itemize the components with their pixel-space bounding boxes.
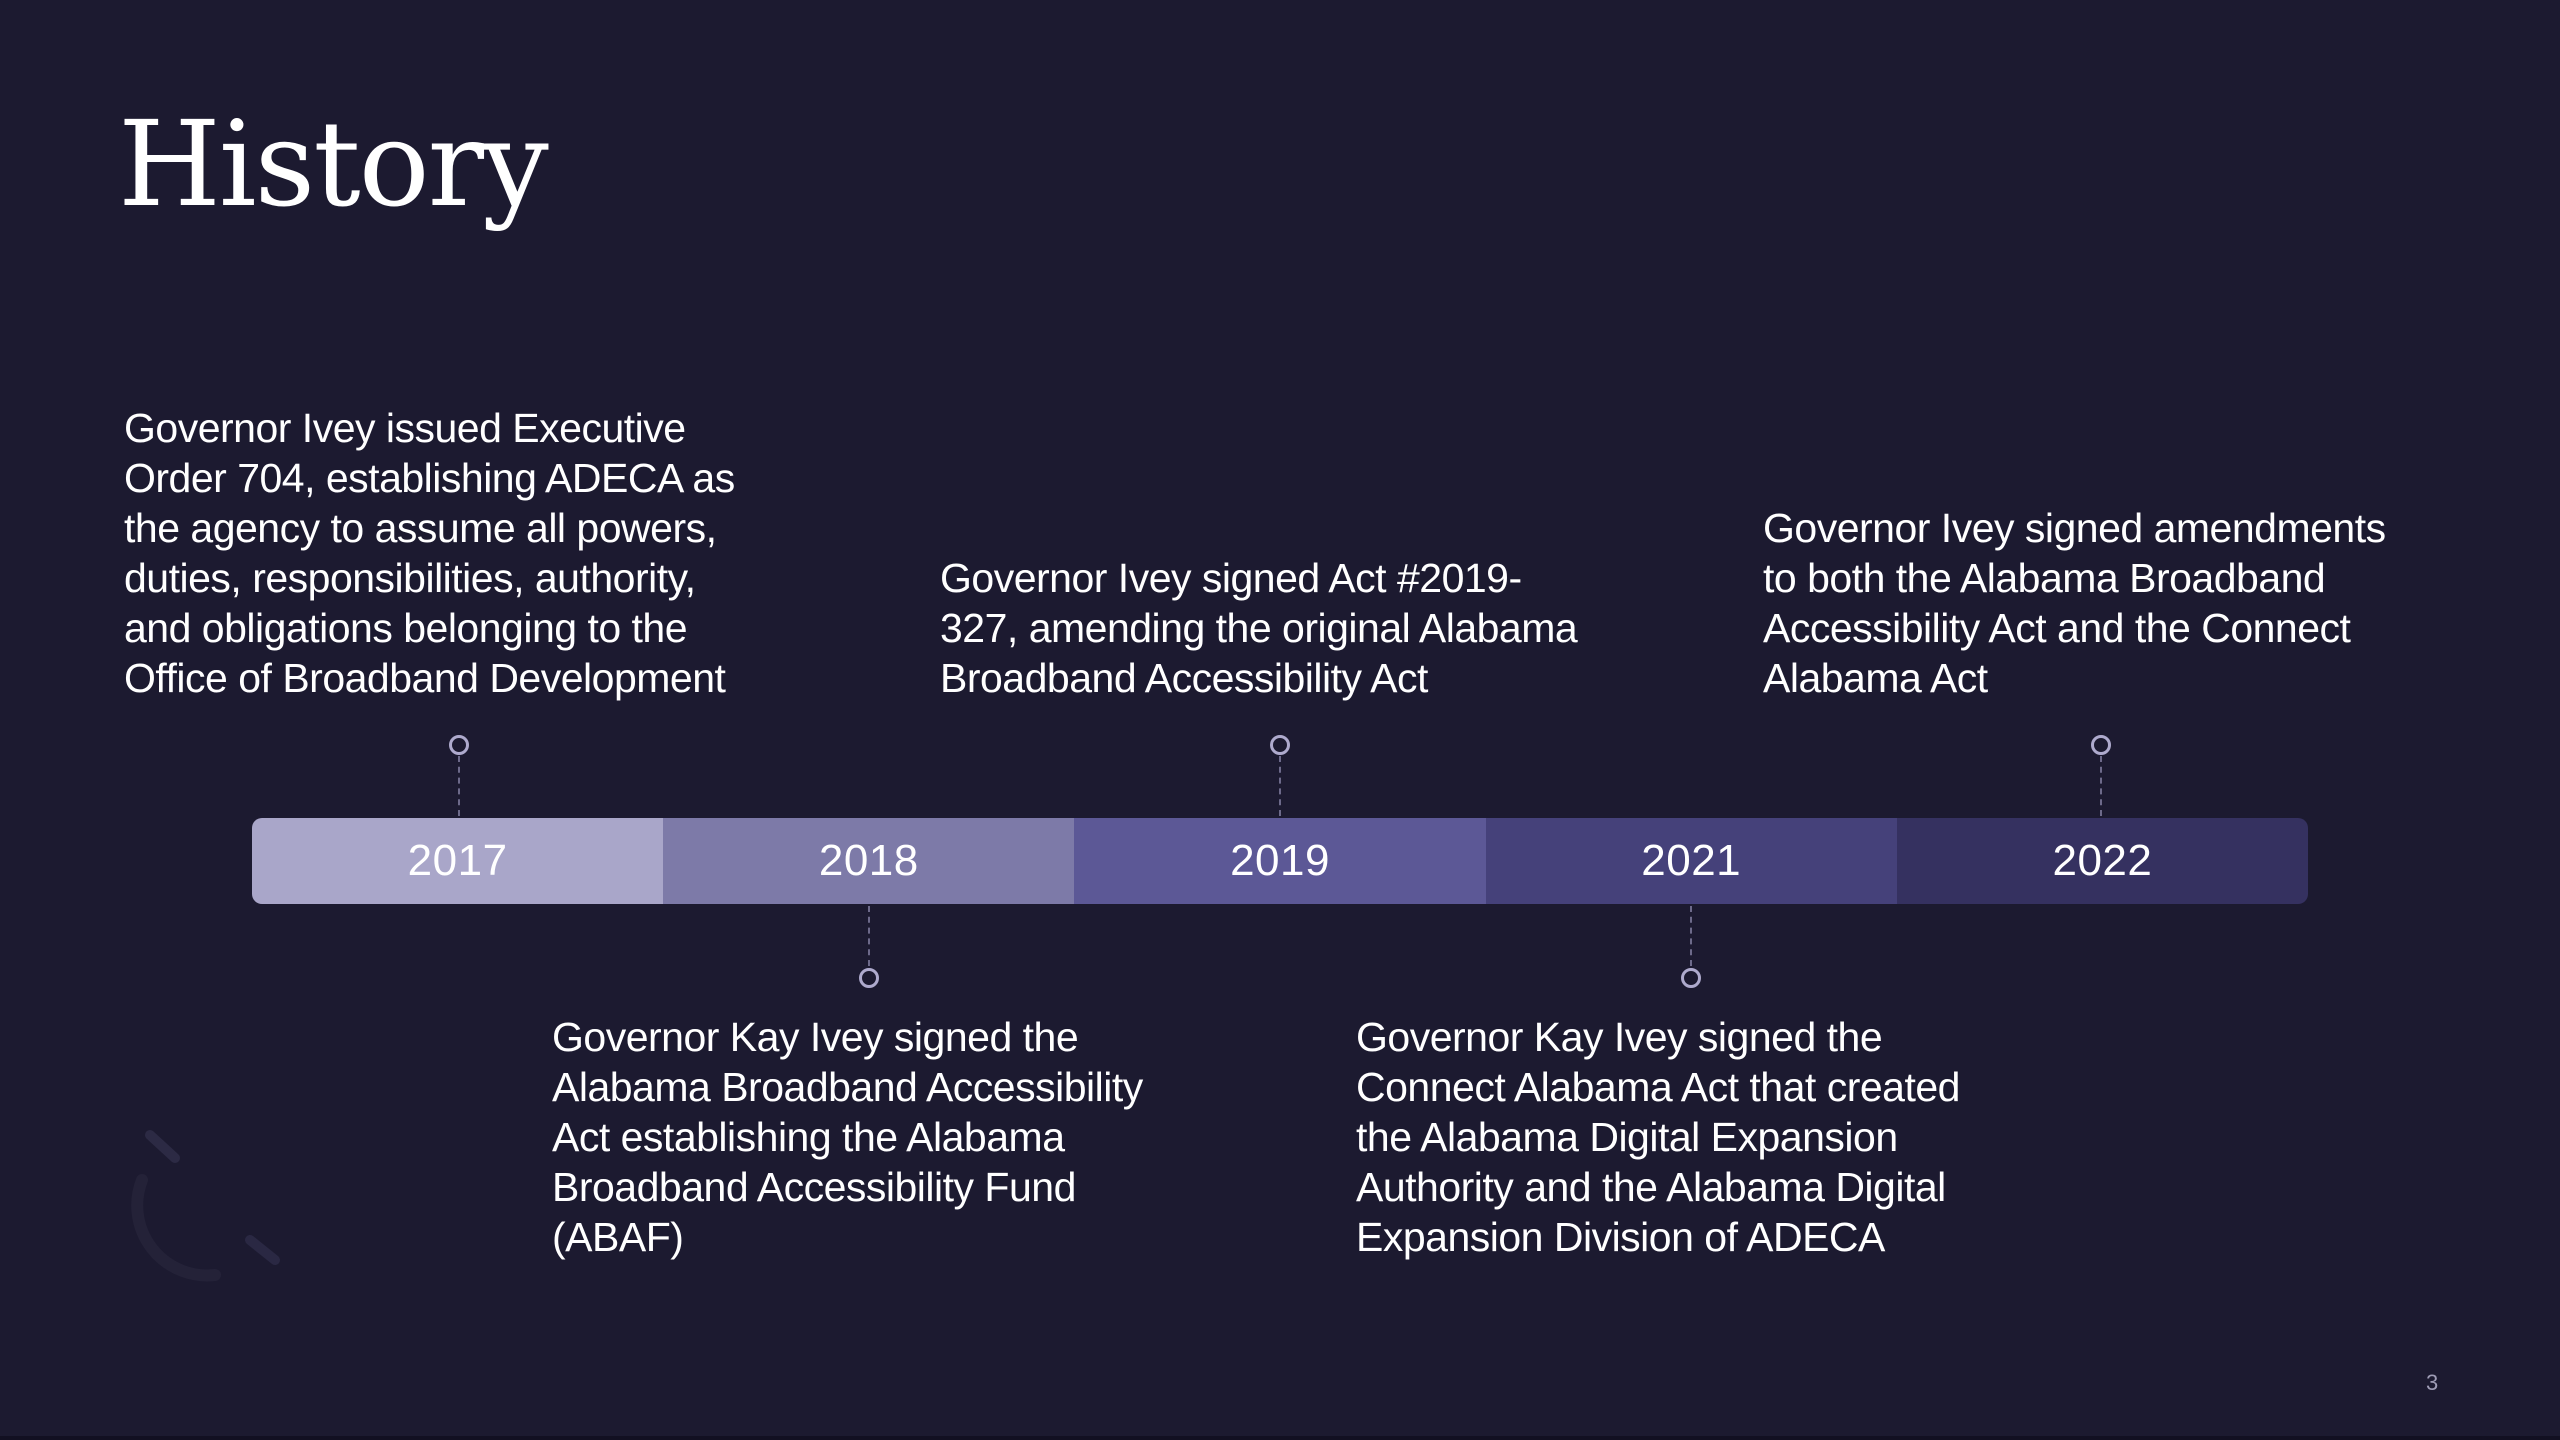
bottom-edge-band <box>0 1436 2560 1440</box>
event-2019-description <box>940 553 1577 703</box>
timeline-segment-2018 <box>663 818 1074 904</box>
event-2018-line: Broadband Accessibility Fund <box>552 1164 1076 1210</box>
timeline-bar <box>252 818 2308 904</box>
year-label-2018: 2018 <box>818 836 919 885</box>
decorative-spinner-icon <box>120 1120 290 1290</box>
timeline-segment-2019 <box>1074 818 1485 904</box>
event-2021-line: Governor Kay Ivey signed the <box>1356 1014 1883 1060</box>
event-2022-line: Alabama Act <box>1763 655 1988 701</box>
year-label-2017: 2017 <box>407 836 508 885</box>
year-label-2021: 2021 <box>1641 836 1742 885</box>
event-2022-description <box>1763 503 2386 703</box>
event-2018-marker-dot <box>859 968 879 988</box>
timeline-segment-2022 <box>1897 818 2308 904</box>
event-2021-line: Expansion Division of ADECA <box>1356 1214 1885 1260</box>
event-2017-line: Order 704, establishing ADECA as <box>124 455 735 501</box>
event-2019-connector <box>1279 756 1281 816</box>
event-2017-line: duties, responsibilities, authority, <box>124 555 696 601</box>
timeline-segment-2021 <box>1486 818 1897 904</box>
event-2018-line: Governor Kay Ivey signed the <box>552 1014 1079 1060</box>
event-2018-line: Act establishing the Alabama <box>552 1114 1065 1160</box>
year-label-2022: 2022 <box>2052 836 2153 885</box>
slide-title: History <box>118 95 547 233</box>
event-2022-line: to both the Alabama Broadband <box>1763 555 2326 601</box>
event-2017-line: Governor Ivey issued Executive <box>124 405 686 451</box>
event-2019-marker-dot <box>1270 735 1290 755</box>
event-2018-connector <box>868 906 870 966</box>
event-2018-line: (ABAF) <box>552 1214 684 1260</box>
event-2021-line: the Alabama Digital Expansion <box>1356 1114 1898 1160</box>
event-2018-description <box>552 1012 1143 1262</box>
page-number: 3 <box>2426 1370 2439 1395</box>
event-2017-line: Office of Broadband Development <box>124 655 726 701</box>
event-2022-connector <box>2100 756 2102 816</box>
timeline-segment-2017 <box>252 818 663 904</box>
event-2019-line: 327, amending the original Alabama <box>940 605 1578 651</box>
event-2017-marker-dot <box>449 735 469 755</box>
event-2022-line: Accessibility Act and the Connect <box>1763 605 2351 651</box>
event-2021-line: Authority and the Alabama Digital <box>1356 1164 1946 1210</box>
event-2019-line: Governor Ivey signed Act #2019- <box>940 555 1522 601</box>
event-2017-line: and obligations belonging to the <box>124 605 688 651</box>
event-2017-line: the agency to assume all powers, <box>124 505 717 551</box>
event-2022-marker-dot <box>2091 735 2111 755</box>
event-2017-description <box>124 403 735 703</box>
event-2021-connector <box>1690 906 1692 966</box>
event-2017-connector <box>458 756 460 816</box>
event-2021-marker-dot <box>1681 968 1701 988</box>
event-2022-line: Governor Ivey signed amendments <box>1763 505 2386 551</box>
event-2019-line: Broadband Accessibility Act <box>940 655 1428 701</box>
event-2021-line: Connect Alabama Act that created <box>1356 1064 1960 1110</box>
event-2018-line: Alabama Broadband Accessibility <box>552 1064 1143 1110</box>
event-2021-description <box>1356 1012 1960 1262</box>
year-label-2019: 2019 <box>1230 836 1330 885</box>
